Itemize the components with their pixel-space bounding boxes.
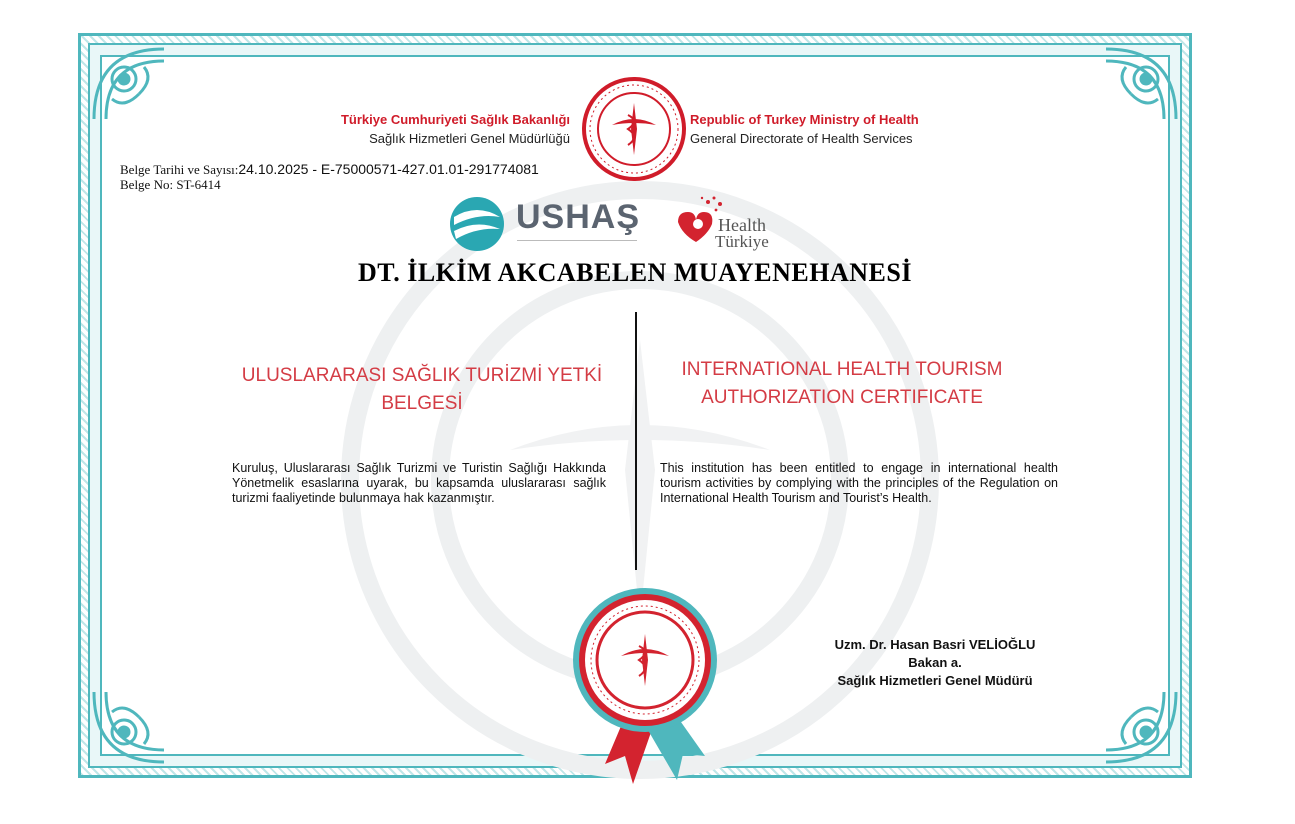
ushas-logo-icon	[448, 195, 506, 253]
certificate-body-tr: Kuruluş, Uluslararası Sağlık Turizmi ve Turistin Sağlığı Hakkında Yönetmelik esaslarına uyarak, bu kapsamda uluslararası sağlık turizmi faaliyetinde bulunmaya hak kazanmıştır.	[232, 461, 606, 505]
health-turkiye-text-turkiye: Türkiye	[715, 232, 769, 251]
ushas-logo-subline	[517, 240, 637, 245]
signature-block	[800, 636, 1070, 690]
signer-name: Uzm. Dr. Hasan Basri VELİOĞLU	[834, 637, 1036, 652]
header-en-directorate: General Directorate of Health Services	[690, 131, 913, 146]
center-divider	[635, 312, 637, 570]
ushas-logo-text: USHAŞ	[516, 198, 641, 236]
header-tr-directorate: Sağlık Hizmetleri Genel Müdürlüğü	[369, 131, 570, 146]
institution-title: DT. İLKİM AKCABELEN MUAYENEHANESİ	[358, 258, 912, 287]
corner-ornament-icon	[1094, 680, 1186, 772]
certificate-body-en: This institution has been entitled to engage in international health tourism activities by complying with the principles of the Regulation on International Health Tourism and Tourist’s Health.	[660, 461, 1058, 505]
signer-role-1: Bakan a.	[908, 655, 962, 670]
certificate-subtitle-en: INTERNATIONAL HEALTH TOURISM AUTHORIZATION CERTIFICATE	[681, 359, 1003, 408]
document-date-and-number: Belge Tarihi ve Sayısı:24.10.2025 - E-75000571-427.01.01-291774081	[120, 161, 539, 177]
corner-ornament-icon	[84, 680, 176, 772]
ministry-seal-icon	[580, 75, 688, 183]
health-turkiye-text-health: Health	[718, 215, 766, 235]
corner-ornament-icon	[84, 39, 176, 131]
header-tr-ministry: Türkiye Cumhuriyeti Sağlık Bakanlığı	[340, 112, 570, 127]
document-number: Belge No: ST-6414	[120, 177, 221, 192]
rosette-seal-icon	[555, 584, 735, 792]
corner-ornament-icon	[1094, 39, 1186, 131]
header-en-ministry: Republic of Turkey Ministry of Health	[690, 112, 919, 127]
certificate-subtitle-tr: ULUSLARARASI SAĞLIK TURİZMİ YETKİ BELGESİ	[241, 365, 603, 414]
signer-role-2: Sağlık Hizmetleri Genel Müdürü	[837, 673, 1033, 688]
